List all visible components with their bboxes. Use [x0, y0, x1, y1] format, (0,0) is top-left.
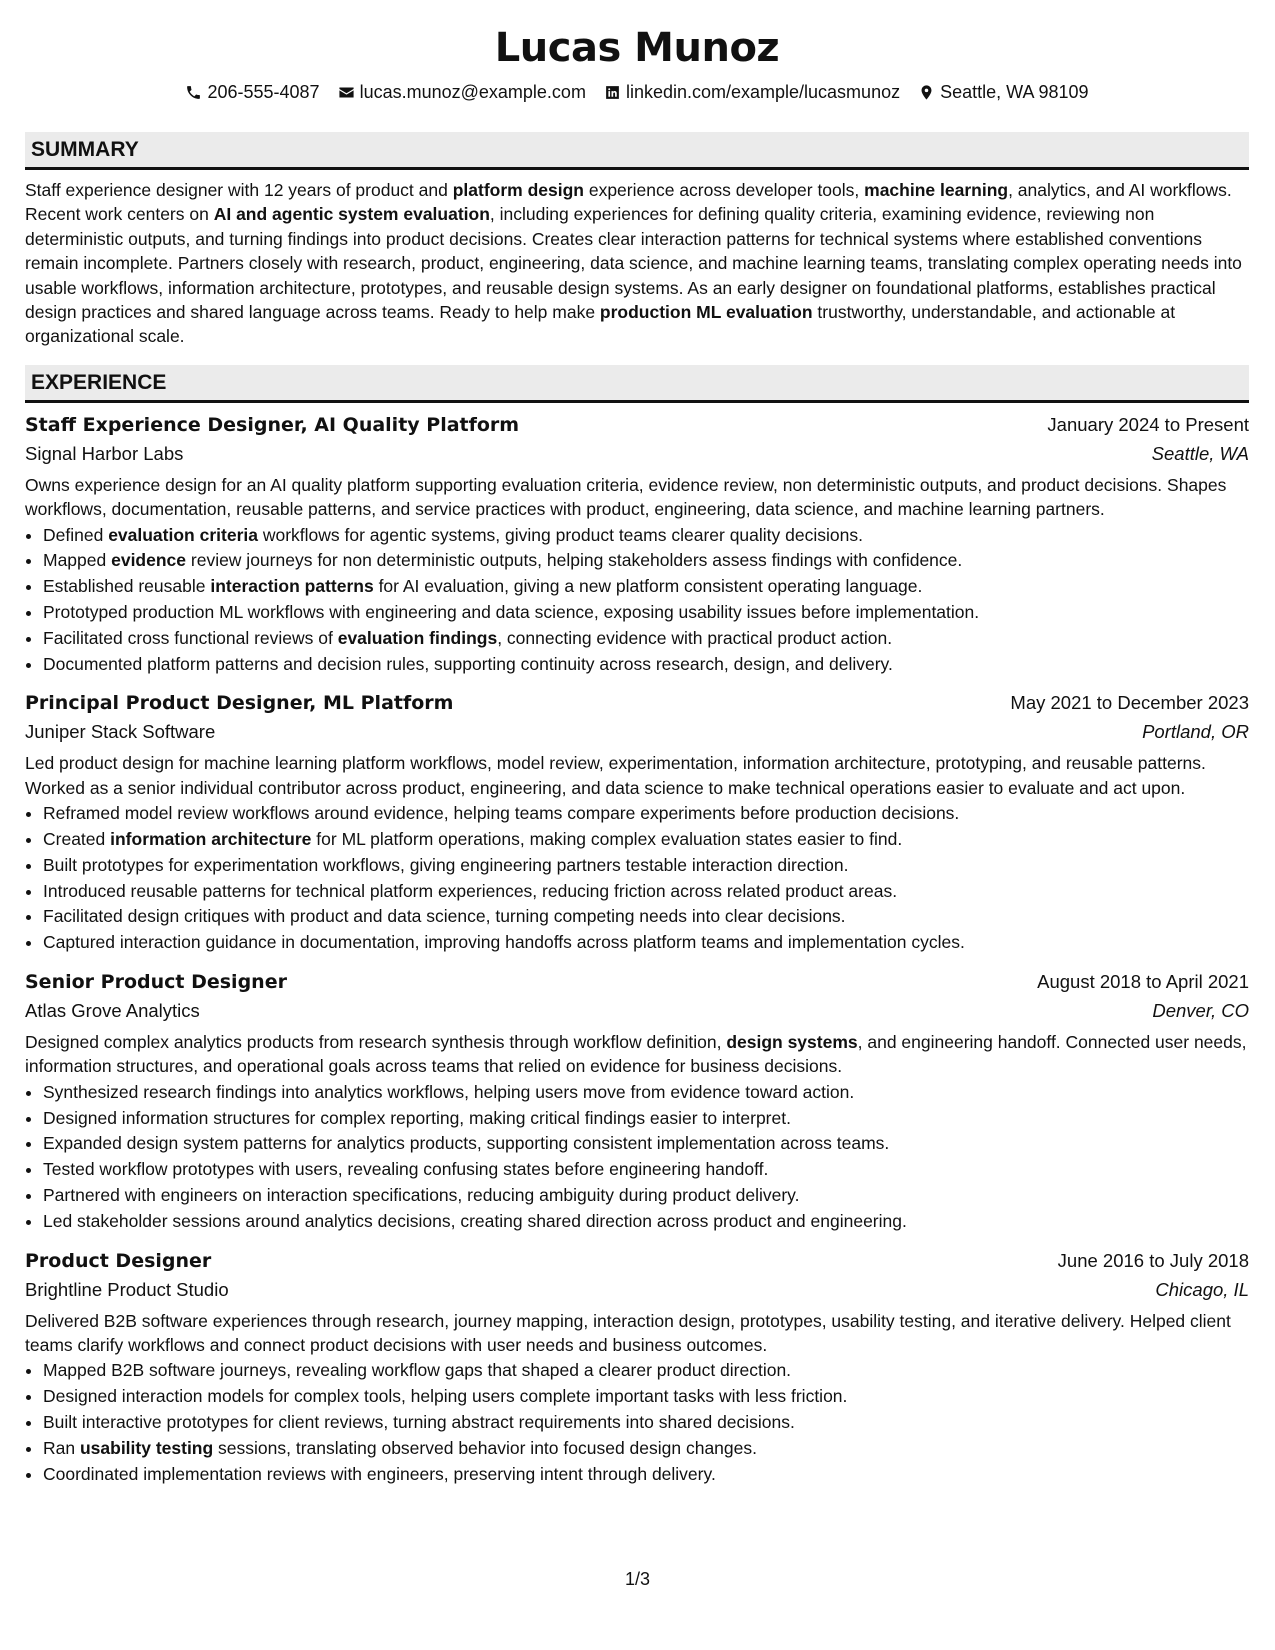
map-pin-icon: [918, 84, 935, 101]
text-run: review journeys for non deterministic outputs, helping stakeholders assess findings with confidence.: [186, 550, 963, 571]
text-run: Established reusable: [43, 576, 211, 597]
job-description: [25, 473, 1249, 522]
text-run: workflows for agentic systems, giving product teams clearer quality decisions.: [257, 524, 863, 545]
text-run: Led stakeholder sessions around analytics decisions, creating shared direction across product and engineering.: [43, 1210, 907, 1231]
phone-icon: [185, 84, 202, 101]
text-run: Documented platform patterns and decision rules, supporting continuity across research, design, and delivery.: [43, 653, 893, 674]
bullet-item: [43, 930, 1249, 956]
phone-text: 206-555-4087: [207, 82, 320, 102]
text-run: trustworthy, understandable, and actionable at organizational scale.: [25, 302, 1176, 347]
envelope-icon: [338, 84, 355, 101]
contact-bar: [25, 80, 1249, 104]
job-company-row: [25, 1275, 1249, 1305]
bullet-item: [43, 1080, 1249, 1106]
job-title: Senior Product Designer: [25, 971, 287, 994]
bullet-item: [43, 1106, 1249, 1132]
text-run: Facilitated cross functional reviews of: [43, 627, 338, 648]
bullet-item: [43, 801, 1249, 827]
job-entry: [25, 968, 1249, 1235]
company-name: Brightline Product Studio: [25, 1278, 229, 1300]
text-run: Created: [43, 829, 111, 850]
text-run: Coordinated implementation reviews with engineers, preserving intent through delivery.: [43, 1463, 716, 1484]
job-header-row: [25, 411, 1249, 439]
experience-list: [25, 411, 1249, 1488]
text-run: Designed interaction models for complex tools, helping users complete important tasks with less friction.: [43, 1386, 848, 1407]
text-run: , connecting evidence with practical product action.: [497, 627, 893, 648]
job-bullets: [25, 523, 1249, 678]
text-run: Reframed model review workflows around evidence, helping teams compare experiments before production decisions.: [43, 803, 960, 824]
candidate-name: Lucas Munoz: [494, 25, 780, 71]
bullet-item: [43, 1410, 1249, 1436]
contact-phone: [185, 80, 319, 104]
job-location: Portland, OR: [1142, 721, 1249, 743]
job-header-row: [25, 968, 1249, 996]
bullet-item: [43, 1157, 1249, 1183]
job-bullets: [25, 1358, 1249, 1487]
bold-text: production ML evaluation: [599, 302, 813, 323]
text-run: sessions, translating observed behavior into focused design changes.: [213, 1437, 757, 1458]
bullet-item: [43, 904, 1249, 930]
bold-text: interaction patterns: [210, 576, 374, 597]
bold-text: machine learning: [864, 180, 1009, 200]
text-run: Mapped: [43, 550, 112, 571]
text-run: Prototyped production ML workflows with engineering and data science, exposing usability issues before implementation.: [43, 602, 980, 623]
bullet-item: [43, 879, 1249, 905]
text-run: Expanded design system patterns for analytics products, supporting consistent implementation across teams.: [43, 1133, 890, 1154]
text-run: Owns experience design for an AI quality platform supporting evaluation criteria, evidence review, non deterministic outputs, and product decisions. Shapes workflows, documentation, reusable patterns, and service practices with product, engineering, data science, and machine learning partners.: [25, 474, 1227, 520]
text-run: for AI evaluation, giving a new platform consistent operating language.: [373, 576, 923, 597]
text-run: Tested workflow prototypes with users, revealing confusing states before engineering handoff.: [43, 1159, 769, 1180]
bullet-item: [43, 574, 1249, 600]
bullet-item: [43, 1358, 1249, 1384]
job-bullets: [25, 1080, 1249, 1235]
bullet-item: [43, 1436, 1249, 1462]
text-run: Designed information structures for complex reporting, making critical findings easier to interpret.: [43, 1107, 791, 1128]
summary-heading: SUMMARY: [25, 132, 1249, 170]
text-run: Built interactive prototypes for client reviews, turning abstract requirements into shared decisions.: [43, 1412, 795, 1433]
job-header-row: [25, 689, 1249, 717]
contact-email[interactable]: [338, 80, 586, 104]
contact-linkedin[interactable]: [604, 80, 900, 104]
bullet-item: [43, 652, 1249, 678]
email-link[interactable]: lucas.munoz@example.com: [359, 82, 586, 102]
job-location: Chicago, IL: [1155, 1278, 1249, 1300]
company-name: Juniper Stack Software: [25, 721, 216, 743]
job-dates: August 2018 to April 2021: [1037, 971, 1249, 993]
linkedin-link[interactable]: linkedin.com/example/lucasmunoz: [625, 82, 901, 102]
bold-text: usability testing: [79, 1437, 214, 1458]
text-run: Synthesized research findings into analytics workflows, helping users move from evidence toward action.: [43, 1081, 855, 1102]
text-run: Delivered B2B software experiences through research, journey mapping, interaction design, prototypes, usability testing, and iterative delivery. Helped client teams clarify workflows and connect product decisions with user needs and business outcomes.: [25, 1310, 1231, 1356]
text-run: , and engineering handoff. Connected user needs, information structures, and operational goals across teams that relied on evidence for business decisions.: [25, 1032, 1247, 1077]
company-name: Signal Harbor Labs: [25, 442, 184, 464]
bold-text: AI and agentic system evaluation: [213, 204, 490, 225]
bullet-item: [43, 827, 1249, 853]
text-run: Ran: [43, 1437, 80, 1458]
job-description: [25, 751, 1249, 800]
bullet-item: [43, 853, 1249, 879]
job-location: Denver, CO: [1152, 1000, 1249, 1022]
text-run: Facilitated design critiques with product and data science, turning competing needs into clear decisions.: [43, 906, 846, 927]
job-dates: January 2024 to Present: [1047, 413, 1249, 435]
bullet-item: [43, 626, 1249, 652]
bold-text: platform design: [452, 180, 584, 200]
job-entry: [25, 689, 1249, 956]
bullet-item: [43, 1183, 1249, 1209]
text-run: Captured interaction guidance in documentation, improving handoffs across platform teams and implementation cycles.: [43, 932, 965, 953]
job-entry: [25, 411, 1249, 678]
text-run: Staff experience designer with 12 years of product and: [25, 180, 453, 200]
contact-location: [918, 80, 1088, 104]
job-dates: May 2021 to December 2023: [1010, 692, 1249, 714]
bold-text: evaluation findings: [337, 627, 498, 648]
job-company-row: [25, 439, 1249, 469]
bullet-item: [43, 1131, 1249, 1157]
job-title: Product Designer: [25, 1249, 212, 1272]
bold-text: design systems: [726, 1032, 858, 1053]
bold-text: evidence: [111, 550, 187, 571]
job-location: Seattle, WA: [1151, 442, 1249, 464]
text-run: , analytics, and AI workflows. Recent work centers on: [25, 180, 1232, 225]
bold-text: evaluation criteria: [108, 524, 258, 545]
bullet-item: [43, 548, 1249, 574]
location-text: Seattle, WA 98109: [940, 82, 1089, 102]
bullet-item: [43, 1209, 1249, 1235]
text-run: for ML platform operations, making complex evaluation states easier to find.: [311, 829, 903, 850]
text-run: Partnered with engineers on interaction specifications, reducing ambiguity during product delivery.: [43, 1185, 800, 1206]
experience-heading: EXPERIENCE: [25, 365, 1249, 403]
text-run: Mapped B2B software journeys, revealing workflow gaps that shaped a clearer product direction.: [43, 1360, 792, 1381]
bullet-item: [43, 600, 1249, 626]
job-header-row: [25, 1247, 1249, 1275]
bold-text: information architecture: [110, 829, 312, 850]
text-run: Introduced reusable patterns for technical platform experiences, reducing friction across related product areas.: [43, 880, 898, 901]
job-title: Principal Product Designer, ML Platform: [25, 692, 454, 715]
page-number: 1/3: [624, 1569, 651, 1589]
text-run: Led product design for machine learning platform workflows, model review, experimentation, information architecture, prototyping, and reusable patterns. Worked as a senior individual contributor across product, engineering, and data science to make technical operations easier to evaluate and act upon.: [25, 753, 1206, 798]
job-description: [25, 1309, 1249, 1358]
text-run: experience across developer tools,: [583, 180, 865, 200]
job-company-row: [25, 996, 1249, 1026]
text-run: Built prototypes for experimentation workflows, giving engineering partners testable interaction direction.: [43, 854, 849, 875]
bullet-item: [43, 1462, 1249, 1488]
company-name: Atlas Grove Analytics: [25, 1000, 200, 1022]
job-description: [25, 1030, 1249, 1079]
job-bullets: [25, 801, 1249, 956]
job-dates: June 2016 to July 2018: [1057, 1249, 1249, 1271]
job-title: Staff Experience Designer, AI Quality Platform: [25, 413, 520, 436]
summary-paragraph: [25, 178, 1249, 349]
job-company-row: [25, 717, 1249, 747]
text-run: Defined: [43, 524, 109, 545]
job-entry: [25, 1247, 1249, 1488]
text-run: Designed complex analytics products from research synthesis through workflow definition,: [25, 1032, 727, 1053]
text-run: , including experiences for defining quality criteria, examining evidence, reviewing non deterministic outputs, and turning findings into product decisions. Creates clear interaction patterns for technical systems where established conventions remain incomplete. Partners closely with research, product, engineering, data science, and machine learning teams, translating complex operating needs into usable workflows, information architecture, prototypes, and reusable design systems. As an early designer on foundational platforms, establishes practical design practices and shared language across teams. Ready to help make: [25, 204, 1242, 323]
bullet-item: [43, 523, 1249, 549]
bullet-item: [43, 1384, 1249, 1410]
resume-page: [25, 0, 1249, 1487]
linkedin-icon: [604, 84, 621, 101]
